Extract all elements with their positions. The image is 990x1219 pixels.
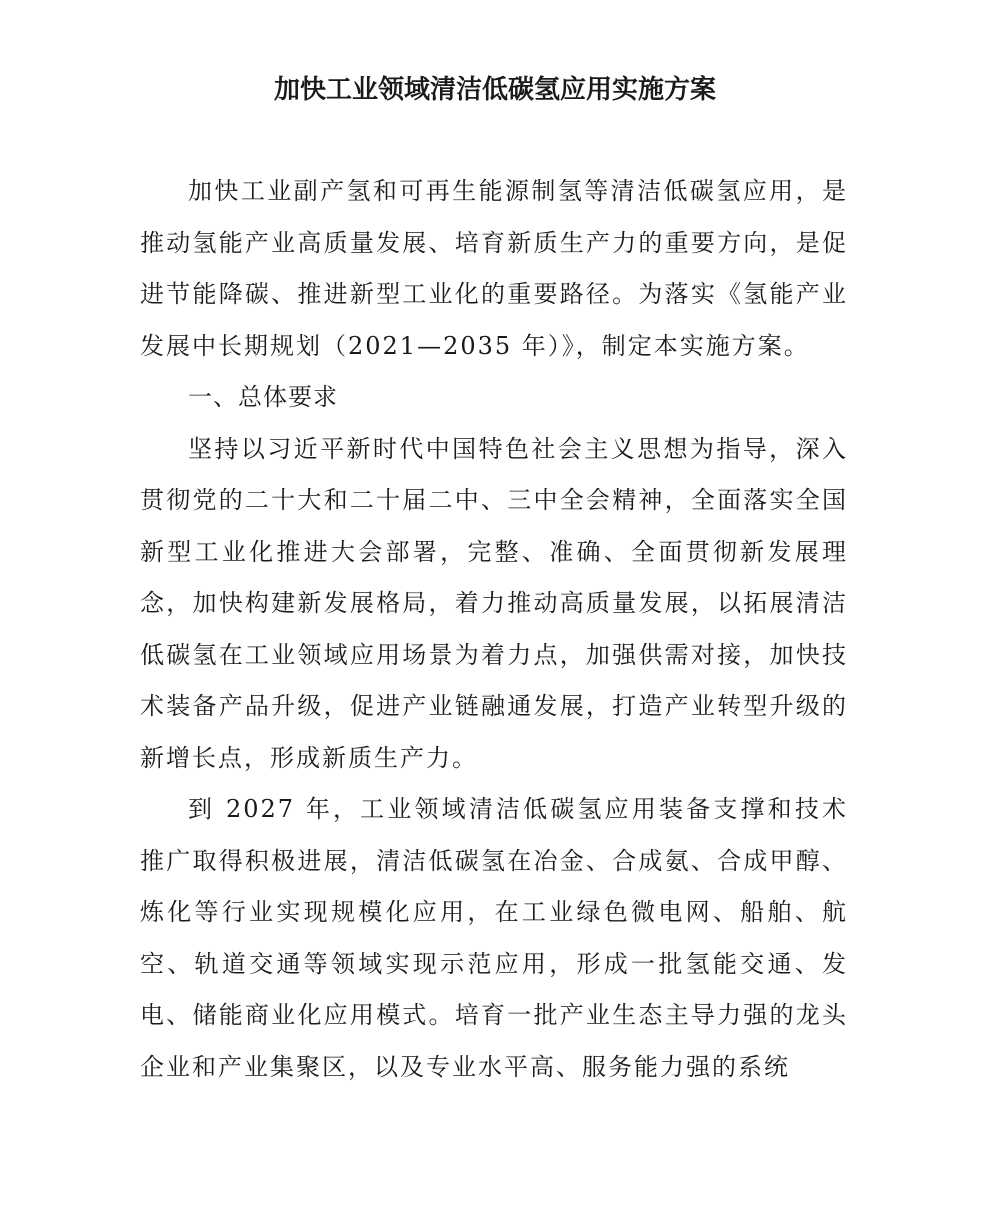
document-title: 加快工业领域清洁低碳氢应用实施方案 [273, 75, 716, 105]
paragraph-intro: 加快工业副产氢和可再生能源制氢等清洁低碳氢应用，是推动氢能产业高质量发展、培育新质生产力的重要方向，是促进节能降碳、推进新型工业化的重要路径。为落实《氢能产业发展中长期规划（2021—2035 年）》，制定本实施方案。 [140, 177, 848, 360]
document-body [140, 166, 848, 1093]
paragraph-2027-goals: 到 2027 年，工业领域清洁低碳氢应用装备支撑和技术推广取得积极进展，清洁低碳氢在冶金、合成氨、合成甲醇、炼化等行业实现规模化应用，在工业绿色微电网、船舶、航空、轨道交通等领域实现示范应用，形成一批氢能交通、发电、储能商业化应用模式。培育一批产业生态主导力强的龙头企业和产业集聚区，以及专业水平高、服务能力强的系统 [140, 795, 848, 1081]
paragraph-guiding-principles: 坚持以习近平新时代中国特色社会主义思想为指导，深入贯彻党的二十大和二十届二中、三中全会精神，全面落实全国新型工业化推进大会部署，完整、准确、全面贯彻新发展理念，加快构建新发展格局，着力推动高质量发展，以拓展清洁低碳氢在工业领域应用场景为着力点，加强供需对接，加快技术装备产品升级，促进产业链融通发展，打造产业转型升级的新增长点，形成新质生产力。 [140, 434, 848, 772]
section-heading-general-requirements: 一、总体要求 [188, 383, 338, 411]
